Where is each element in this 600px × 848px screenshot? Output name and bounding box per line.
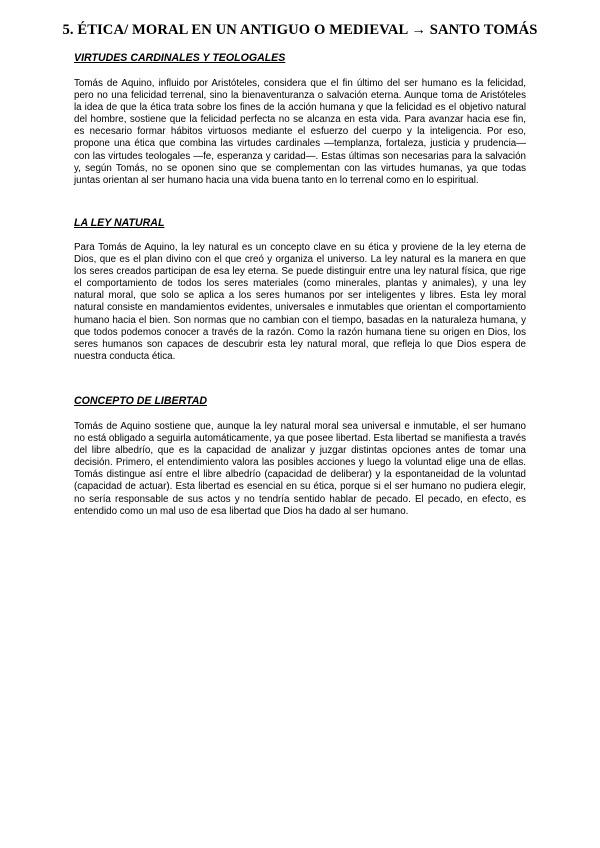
section-libertad (74, 395, 526, 518)
document-title: 5. ÉTICA/ MORAL EN UN ANTIGUO O MEDIEVAL → SANTO TOMÁS (62, 22, 538, 38)
section-heading: VIRTUDES CARDINALES Y TEOLOGALES (74, 52, 286, 64)
section-paragraph: Para Tomás de Aquino, la ley natural es un concepto clave en su ética y proviene de la ley eterna de Dios, que es el plan divino con el que creó y organiza el universo. La ley natural es la manera en que los seres creados participan de esa ley eterna. Se puede distinguir entre una ley natural física, que rige el comportamiento de todos los seres materiales (como minerales, plantas y animales), y una ley natural moral, que solo se aplica a los seres humanos por ser inteligentes y libres. Esta ley moral natural consiste en mandamientos evidentes, universales e inmutables que orientan el comportamiento humano hacia el bien. Son normas que no cambian con el tiempo, basadas en la naturaleza humana, y que todos podemos conocer a través de la razón. Como la razón humana tiene su origen en Dios, los seres humanos son capaces de descubrir esta ley natural moral, que refleja lo que Dios espera de nuestra conducta ética. (74, 242, 526, 362)
section-heading: CONCEPTO DE LIBERTAD (74, 395, 208, 407)
section-paragraph: Tomás de Aquino sostiene que, aunque la ley natural moral sea universal e inmutable, el ser humano no está obligado a seguirla automáticamente, ya que posee libertad. Esta libertad se manifiesta a través del libre albedrío, que es la capacidad de analizar y juzgar distintas opciones antes de tomar una decisión. Primero, el entendimiento valora las posibles acciones y luego la voluntad elige una de ellas. Tomás distingue así entre el libre albedrío (capacidad de deliberar) y la espontaneidad de la voluntad (capacidad de actuar). Esta libertad es esencial en su ética, porque si el ser humano no pudiera elegir, no sería responsable de sus actos y no tendría sentido hablar de pecado. El pecado, en efecto, es entendido como un mal uso de esa libertad que Dios ha dado al ser humano. (74, 421, 527, 517)
section-ley-natural (74, 217, 526, 363)
section-paragraph: Tomás de Aquino, influido por Aristóteles, considera que el fin último del ser humano es la felicidad, pero no una felicidad terrenal, sino la bienaventuranza o salvación eterna. Aunque toma de Aristóteles la idea de que la ética trata sobre los fines de la acción humana y que la felicidad es el objetivo natural del hombre, sostiene que la felicidad perfecta no se alcanza en esta vida. Para avanzar hacia ese fin, es necesario formar hábitos virtuosos mediante el esfuerzo del cuerpo y la inteligencia. Por eso, propone una ética que combina las virtudes cardinales —templanza, fortaleza, justicia y prudencia— con las virtudes teologales —fe, esperanza y caridad—. Estas últimas son necesarias para la salvación y, según Tomás, no se oponen sino que se complementan con las virtudes humanas, ya que todas juntas orientan al ser humano hacia una vida buena tanto en lo terrenal como en lo espiritual. (74, 78, 526, 186)
section-virtudes (74, 52, 526, 187)
section-heading: LA LEY NATURAL (74, 217, 165, 229)
